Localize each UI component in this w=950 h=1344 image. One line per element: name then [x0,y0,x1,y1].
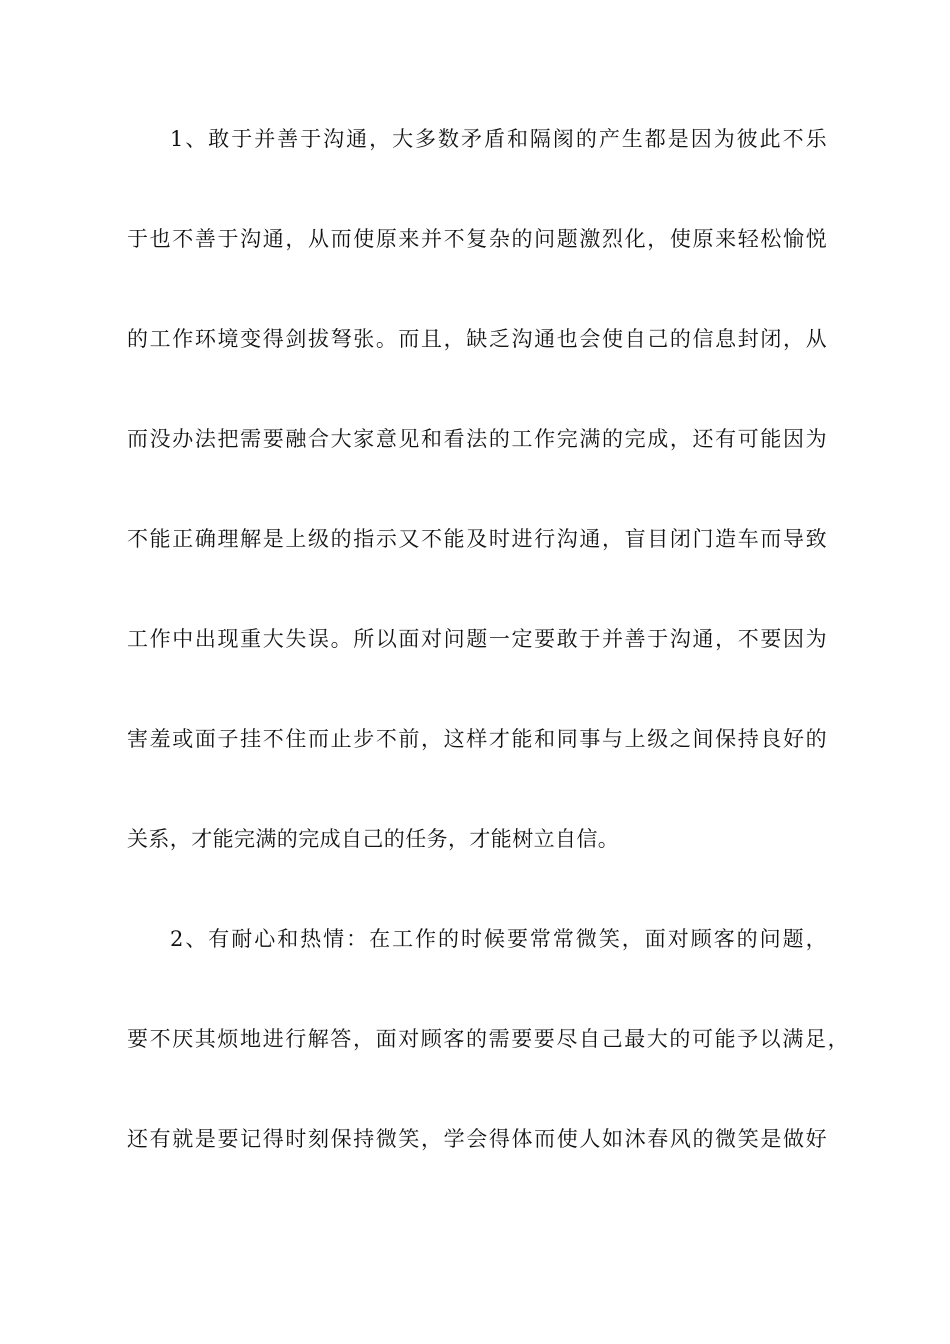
paragraph-1-line-8: 关系，才能完满的完成自己的任务，才能树立自信。 [127,827,620,851]
paragraph-2-line-2: 要不厌其烦地进行解答，面对顾客的需要要尽自己最大的可能予以满足， [127,1027,849,1051]
paragraph-1-line-7: 害羞或面子挂不住而止步不前，这样才能和同事与上级之间保持良好的 [127,727,827,751]
paragraph-1-line-6: 工作中出现重大失误。所以面对问题一定要敢于并善于沟通，不要因为 [127,627,827,651]
paragraph-1-line-2: 于也不善于沟通，从而使原来并不复杂的问题激烈化，使原来轻松愉悦 [127,227,827,251]
paragraph-1-line-5: 不能正确理解是上级的指示又不能及时进行沟通，盲目闭门造车而导致 [127,527,827,551]
paragraph-1-line-3: 的工作环境变得剑拔弩张。而且，缺乏沟通也会使自己的信息封闭，从 [127,327,827,351]
paragraph-1-line-4: 而没办法把需要融合大家意见和看法的工作完满的完成，还有可能因为 [127,427,827,451]
paragraph-2-line-3: 还有就是要记得时刻保持微笑，学会得体而使人如沐春风的微笑是做好 [127,1127,827,1151]
paragraph-1-line-1: 1、敢于并善于沟通，大多数矛盾和隔阂的产生都是因为彼此不乐 [170,127,827,151]
paragraph-2-line-1: 2、有耐心和热情：在工作的时候要常常微笑，面对顾客的问题， [170,927,827,951]
